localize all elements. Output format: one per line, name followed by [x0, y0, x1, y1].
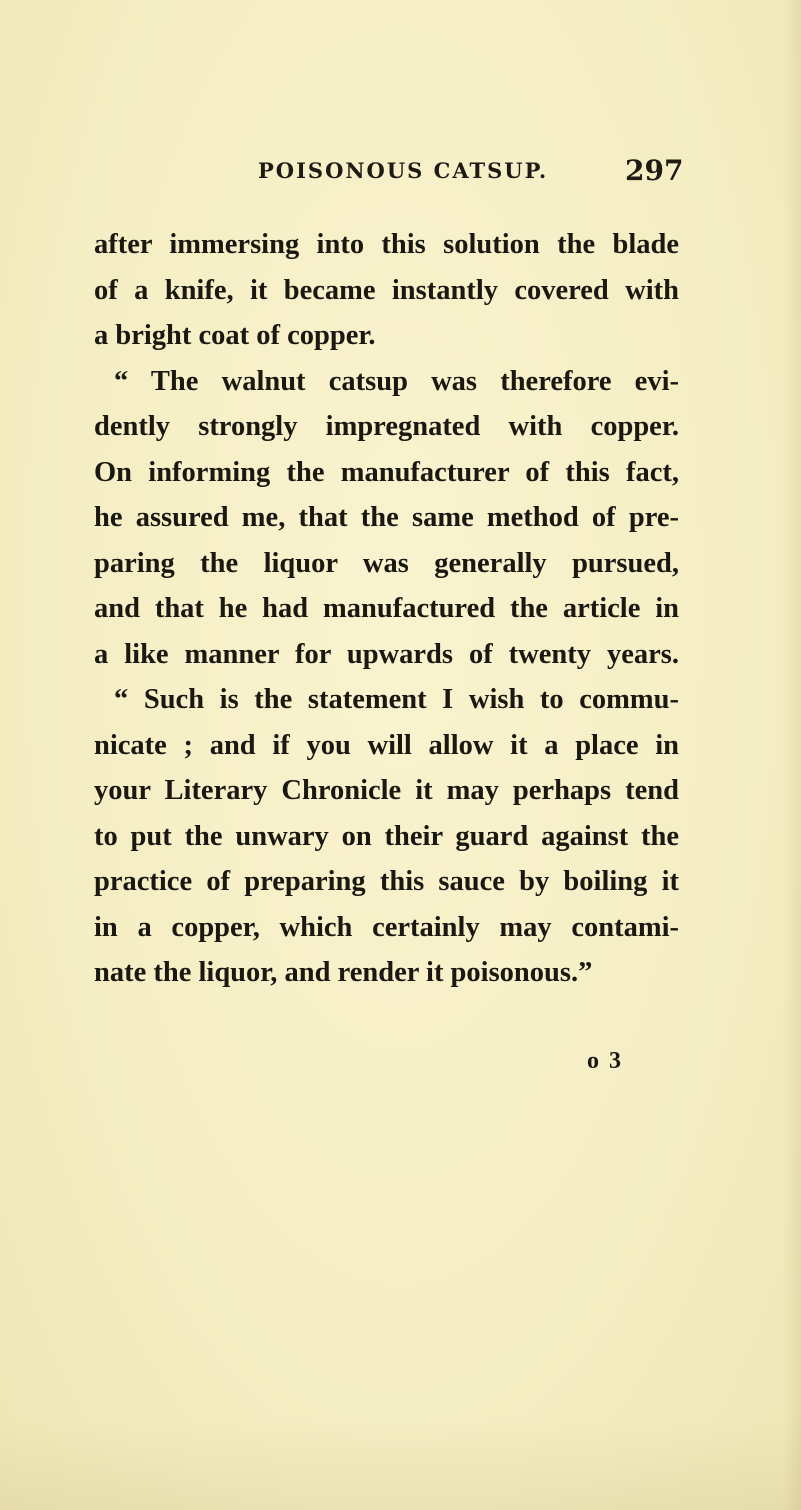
- text-line: and that he had manufactured the article in: [94, 593, 679, 624]
- body-text: [94, 222, 679, 996]
- text-line: he assured me, that the same method of pre-: [94, 502, 679, 533]
- page-edge-shading: [783, 0, 801, 1510]
- running-head-title: POISONOUS CATSUP.: [258, 158, 549, 183]
- text-line: paring the liquor was generally pursued,: [94, 547, 679, 579]
- text-line: On informing the manufacturer of this fact,: [94, 456, 679, 488]
- signature-mark: o 3: [587, 1048, 623, 1074]
- text-line: dently strongly impregnated with copper.: [94, 411, 679, 442]
- text-line: “ The walnut catsup was therefore evi-: [114, 365, 679, 397]
- text-line: after immersing into this solution the blade: [94, 229, 679, 260]
- text-line: in a copper, which certainly may contami-: [94, 911, 679, 943]
- text-line: to put the unwary on their guard against the: [94, 820, 679, 852]
- text-line: your Literary Chronicle it may perhaps tend: [94, 775, 679, 806]
- text-line: a bright coat of copper.: [94, 320, 376, 351]
- text-line: nicate ; and if you will allow it a place in: [94, 729, 679, 761]
- page-number: 297: [625, 154, 684, 187]
- text-line: of a knife, it became instantly covered with: [94, 274, 679, 306]
- text-line: practice of preparing this sauce by boiling it: [94, 866, 679, 897]
- text-line: a like manner for upwards of twenty years.: [94, 638, 679, 670]
- text-line: nate the liquor, and render it poisonous.”: [94, 957, 593, 988]
- running-head: [0, 154, 801, 198]
- page-bottom-shading: [0, 1420, 801, 1510]
- text-line: “ Such is the statement I wish to commu-: [114, 684, 679, 715]
